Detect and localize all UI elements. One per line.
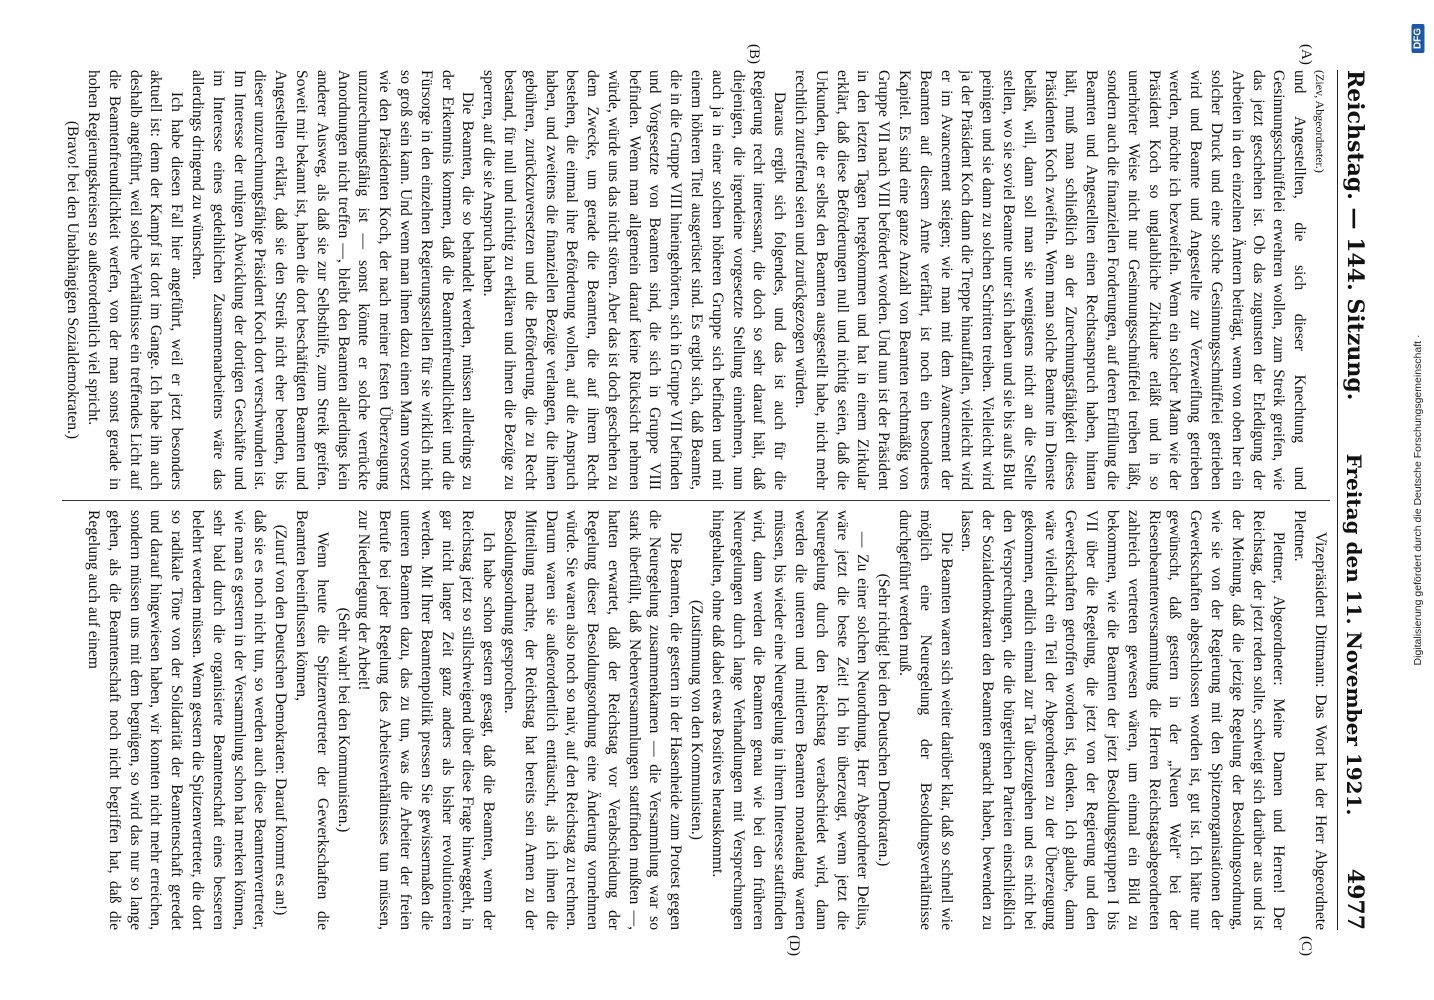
- speaker-tag: (Ziev, Abgeordneter.): [1313, 70, 1327, 173]
- paragraph: Ich habe schon gestern gesagt, daß die Beamten, wenn der Reichstag jetzt so stillschweigend über diese Frage hinweggeht, in gar nicht langer Zeit ganz anders als bisher revolutionieren werden. Mit Ihrer Beamtenpolitik pressen Sie gewissermaßen die unteren Beamten dazu, das zu tun, was die Arbeiter der freien Berufe bei jeder Regelung des Arbeitsverhältnisses tun müssen, zur Niederlegung der Arbeit!: [355, 510, 498, 930]
- margin-mark-a: (A): [1298, 44, 1314, 65]
- header-left: Reichstag. — 144. Sitzung.: [1342, 70, 1368, 401]
- paragraph: Die Beamten, die gestern in der Hasenheide zum Protest gegen die Neuregelung zusammenkamen — die Versammlung war so stark überfüllt, daß Nebenversammlungen stattfinden mußten —, hatten erwartet, daß der Reichstag vor Verabschiedung der Regelung dieser Besoldungsordnung eine Änderung vornehmen würde. Sie waren also noch so naiv, auf den Reichstag zu rechnen. Darum waren sie außerordentlich enttäuscht, als ich ihnen die Mitteilung machte, der Reichstag hat bereits sein Amen zu der Besoldungsordnung gesprochen.: [500, 510, 685, 930]
- left-column: [62, 70, 1330, 490]
- interjection: (Zuruf von den Deutschen Demokraten: Darauf kommt es an!): [272, 524, 290, 916]
- dfg-logo: DFG: [1412, 24, 1425, 53]
- paragraph: Wenn heute die Spitzenvertreter der Gewerkschaften die Beamten beeinflussen können,: [292, 510, 331, 930]
- paragraph: Die Beamten waren sich weiter darüber klar, daß so schnell wie möglich eine Neuregelung der Besoldungsverhältnisse durchgeführt werden muß.: [896, 510, 955, 930]
- running-header: [1337, 70, 1372, 930]
- interjection: (Zustimmung von den Kommunisten.): [688, 600, 706, 840]
- paragraph: Plettner, Abgeordneter: Meine Damen und Herren! Der Reichstag, der jetzt reden sollte, schweigt sich darüber aus und ist der Meinung, daß die jetzige Regelung der Besoldungsordnung, wie sie von der Regierung mit den Spitzenorganisationen der Gewerkschaften abgeschlossen worden ist, gut ist. Ich hätte nur gewünscht, daß gestern in der „Neuen Welt“ bei der Riesenbeamtenversammlung die Herren Reichstagsabgeordneten zahlreich vertreten gewesen wären, um einmal ein Bild zu bekommen, wie die Beamten der jetzt Besoldungsgruppen I bis VII über die Regelung, die jetzt von der Regierung und den Gewerkschaften getroffen worden ist, denken. Ich glaube, dann wäre vielleicht ein Teil der Abgeordneten zu der Überzeugung gekommen, endlich einmal zur Tat überzugehen und es nicht bei den Versprechungen, die die bürgerlichen Parteien einschließlich der Sozialdemokraten den Beamten gemacht haben, bewenden zu lassen.: [958, 510, 1288, 930]
- interjection: (Sehr richtig! bei den Deutschen Demokraten.): [875, 573, 893, 867]
- header-date: Freitag den 11. November 1921.: [1342, 453, 1366, 816]
- margin-mark-d: (D): [786, 935, 802, 956]
- credit-text: Digitalisierung gefördert durch die Deutsche Forschungsgemeinschaft ·: [1412, 334, 1424, 666]
- margin-mark-b: (B): [746, 44, 762, 64]
- paragraph: Die Beamten, die so behandelt werden, müssen allerdings zu der Erkenntnis kommen, daß die Beamtenfreundlichkeit und die Fürsorge in den einzelnen Regierungsstellen für sie wirklich nicht so groß sein kann. Und wenn man ihnen dazu einen Mann vorsetzt wie den Präsidenten Koch, der nach meiner festen Überzeugung unzurechnungsfähig ist — sonst könnte er solche verrückte Anordnungen nicht treffen —, bleibt den Beamten allerdings kein anderer Ausweg, als daß sie zur Selbsthilfe, zum Streik greifen. Soweit mir bekannt ist, haben die dort beschäftigten Beamten und Angestellten erklärt, daß sie den Streik nicht eher beenden, bis dieser unzurechnungsfähige Präsident Koch dort verschwunden ist. Im Interesse der ruhigen Abwicklung der dortigen Geschäfte und im Interesse eines gedeihlichen Zusammenarbeitens wäre das allerdings dringend zu wünschen.: [188, 70, 477, 490]
- paragraph: und Angestellten, die sich dieser Knechtung und Gesinnungsschnüffelei erwehren wollen, zum Streik greifen, wie das jetzt geschehen ist. Ob das zugunsten der Erledigung der Arbeiten in den einzelnen Ämtern beiträgt, wenn von oben her ein solcher Druck und eine solche Gesinnungsschnüffelei getrieben wird und Beamte und Angestellte zur Verzweiflung getrieben werden, möchte ich bezweifeln. Wenn ein solcher Mann wie der Präsident Koch so unglaubliche Zirkulare erläßt und in so unerhörter Weise nicht nur Gesinnungsschnüffelei treiben läßt, sondern auch die finanziellen Forderungen, auf deren Erfüllung die Beamten und Angestellten einen Rechtsanspruch haben, hintan hält, muß man schließlich an der Zurechnungsfähigkeit dieses Präsidenten Koch zweifeln. Wenn man solche Beamte im Dienste beläßt, will, dann soll man sie wenigstens nicht an die Stelle stellen, wo sie soviel Beamte unter sich haben und sie bis aufs Blut peinigen und sie dann zu solchen Schritten treiben. Vielleicht wird ja der Präsident Koch dann die Treppe hinauffallen, vielleicht wird er im Avancement steigen; wie man mit dem Avancement der Beamten auf diesem Amte verfährt, ist noch ein besonderes Kapitel. Es sind eine ganze Anzahl von Beamten rechtmäßig von Gruppe VII nach VIII befördert worden. Und nun ist der Präsident in den letzten Tagen hergekommen und hat in einem Zirkular erklärt, daß diese Beförderungen null und nichtig seien, daß die Urkunden, die er selbst den Beamten ausgestellt habe, nicht mehr rechtlich zutreffend seien und zurückgezogen würden.: [792, 70, 1309, 490]
- interjection: (Bravo! bei den Unabhängigen Sozialdemokraten.): [64, 120, 82, 440]
- interjection: (Sehr wahr! bei den Kommunisten.): [334, 607, 352, 833]
- paragraph: — Zu einer solchen Neuordnung, Herr Abgeordneter Delius, wäre jetzt die beste Zeit! Ich bin überzeugt, wenn jetzt die Neuregelung durch den Reichstag verabschiedet wird, dann werden die unteren und mittleren Beamten monatelang warten müssen, bis wieder eine Neuregelung in ihrem Interesse stattfinden wird, dann werden die Beamten genau wie bei den früheren Neuregelungen durch lange Verhandlungen mit Versprechungen hingehalten, ohne daß dabei etwas Positives herauskommt.: [708, 510, 872, 930]
- margin-mark-c: (C): [1298, 936, 1314, 956]
- page-number: 4977: [1342, 868, 1368, 930]
- paragraph: Daraus ergibt sich folgendes, und das ist auch für die Regierung recht interessant, die doch so sehr darauf hält, daß diejenigen, die irgendeine vorgesetzte Stellung einnehmen, nun auch ja in einer solchen höheren Gruppe sich befinden und mit einem höheren Titel ausgerüstet sind. Es ergibt sich, daß Beamte, die in die Gruppe VIII hineingehörten, sich in Gruppe VII befinden und Vorgesetzte von Beamten sind, die sich in Gruppe VIII befinden. Wenn man allgemein darauf keine Rücksicht nehmen würde, würde uns das nicht stören. Aber das ist doch geschehen zu dem Zwecke, um gerade die Beamten, die auf ihrem Recht bestehen, die einmal ihre Beförderung wollen, auf die Anspruch haben, und zweitens die finanziellen Bezüge verlangen, die ihnen gebühren, zurückzuversetzen und die Beförderung, die zu Recht bestand, für null und nichtig zu erklären und ihnen die Bezüge zu sperren, auf die sie Anspruch haben.: [480, 70, 789, 490]
- paragraph: daß sie es noch nicht tun, so werden auch diese Beamtenvertreter, wie man es gestern in der Versammlung schon hat merken können, sehr bald durch die organisierte Beamtenschaft eines besseren belehrt werden müssen. Wenn gestern die Spitzenvertreter, die dort so radikale Töne von der Solidarität der Beamtenschaft geredet und darauf hingewiesen haben, wir konnten nicht mehr erreichen, sondern müssen uns mit dem begnügen, so wird das nur so lange gehen, als die Beamtenschaft noch nicht begriffen hat, daß die Regelung auch auf einem: [84, 510, 269, 930]
- right-column: [62, 510, 1330, 930]
- column-divider: [62, 500, 1330, 501]
- paragraph: Vizepräsident Dittmann: Das Wort hat der Herr Abgeordnete Plettner.: [1291, 510, 1329, 930]
- rotated-newspaper-page: [32, 30, 1402, 970]
- digitization-credit: [1404, 0, 1432, 1000]
- paragraph: Ich habe diesen Fall hier angeführt, weil er jetzt besonders aktuell ist: denn der Kampf ist dort im Gange. Ich habe ihn auch deshalb angeführt, weil solche Verhältnisse ein treffendes Licht auf die Beamtenfreundlichkeit werfen, von der man sonst gerade in hohen Regierungskreisen so außerordentlich viel spricht.: [84, 70, 186, 490]
